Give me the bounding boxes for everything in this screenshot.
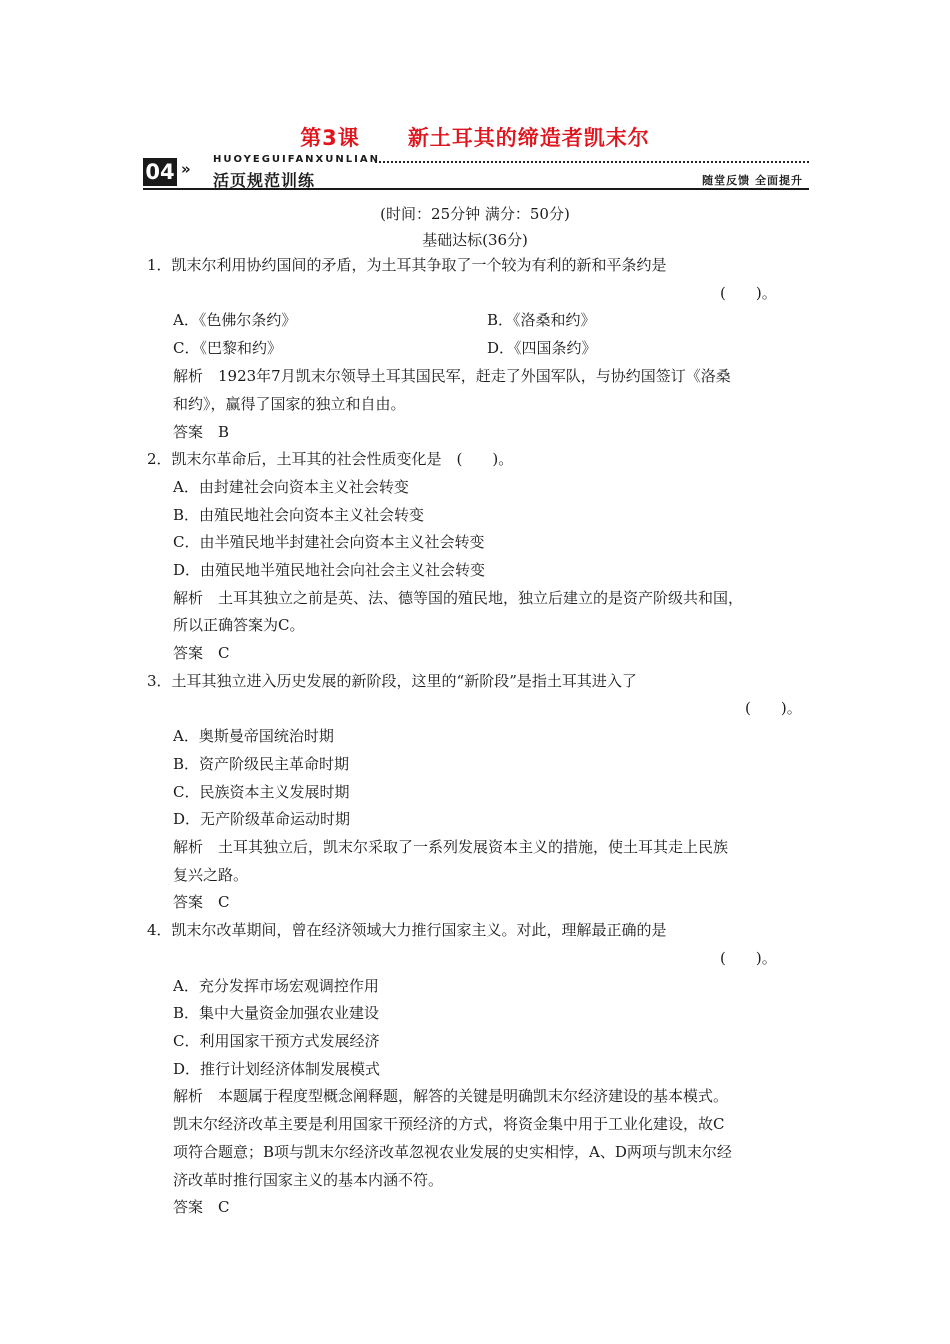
banner-rule bbox=[143, 188, 809, 190]
question-3-option-b: B．资产阶级民主革命时期 bbox=[173, 755, 350, 773]
question-3-option-c: C．民族资本主义发展时期 bbox=[173, 783, 350, 801]
question-4-option-b: B．集中大量资金加强农业建设 bbox=[173, 1004, 380, 1022]
question-2-option-a: A．由封建社会向资本主义社会转变 bbox=[173, 478, 409, 496]
question-1-option-c: C．《巴黎和约》 bbox=[173, 339, 282, 357]
question-2-option-b: B．由殖民地社会向资本主义社会转变 bbox=[173, 506, 425, 524]
question-4-option-d: D．推行计划经济体制发展模式 bbox=[173, 1060, 381, 1078]
question-3-blank: ( )。 bbox=[745, 699, 802, 717]
banner-number: 04 bbox=[143, 158, 177, 186]
question-4-option-a: A．充分发挥市场宏观调控作用 bbox=[173, 977, 379, 995]
section-heading: 基础达标(36分) bbox=[422, 231, 528, 249]
question-2-answer: 答案 C bbox=[173, 644, 230, 662]
page-title bbox=[0, 122, 950, 152]
question-1-analysis-cont: 和约》，赢得了国家的独立和自由。 bbox=[173, 395, 406, 413]
question-4-stem: 4．凯末尔改革期间，曾在经济领域大力推行国家主义。对此，理解最正确的是 bbox=[147, 921, 667, 939]
banner-pinyin: HUOYEGUIFANXUNLIAN bbox=[213, 154, 380, 165]
banner-label: 活页规范训练 bbox=[213, 171, 316, 190]
question-1-stem: 1．凯末尔利用协约国间的矛盾，为土耳其争取了一个较为有利的新和平条约是 bbox=[147, 256, 667, 274]
question-1-answer: 答案 B bbox=[173, 423, 230, 441]
question-4-analysis-cont-3: 济改革时推行国家主义的基本内涵不符。 bbox=[173, 1171, 444, 1189]
question-1-option-a: A．《色佛尔条约》 bbox=[173, 311, 297, 329]
question-2-stem: 2．凯末尔革命后，土耳其的社会性质变化是 ( )。 bbox=[147, 450, 514, 468]
question-4-analysis-cont-2: 项符合题意；B项与凯末尔经济改革忽视农业发展的史实相悖，A、D两项与凯末尔经 bbox=[173, 1143, 732, 1161]
question-1-option-d: D．《四国条约》 bbox=[487, 339, 597, 357]
question-2-analysis: 解析 土耳其独立之前是英、法、德等国的殖民地，独立后建立的是资产阶级共和国， bbox=[173, 589, 744, 607]
question-4-blank: ( )。 bbox=[720, 949, 777, 967]
question-3-stem: 3．土耳其独立进入历史发展的新阶段，这里的“新阶段”是指土耳其进入了 bbox=[147, 672, 637, 690]
banner-dotted-rule bbox=[375, 161, 809, 163]
question-2-analysis-cont: 所以正确答案为C。 bbox=[173, 616, 305, 634]
question-4-answer: 答案 C bbox=[173, 1198, 230, 1216]
lesson-number: 第3课 bbox=[300, 126, 360, 150]
time-limit: (时间：25分钟 满分：50分) bbox=[380, 205, 570, 223]
question-3-answer: 答案 C bbox=[173, 893, 230, 911]
question-4-option-c: C．利用国家干预方式发展经济 bbox=[173, 1032, 380, 1050]
lesson-name: 新土耳其的缔造者凯末尔 bbox=[407, 126, 650, 150]
banner-right-text: 随堂反馈 全面提升 bbox=[702, 174, 803, 187]
question-1-analysis: 解析 1923年7月凯末尔领导土耳其国民军，赶走了外国军队，与协约国签订《洛桑 bbox=[173, 367, 731, 385]
question-4-analysis-cont-1: 凯末尔经济改革主要是利用国家干预经济的方式，将资金集中用于工业化建设，故C bbox=[173, 1115, 725, 1133]
question-2-option-d: D．由殖民地半殖民地社会向社会主义社会转变 bbox=[173, 561, 486, 579]
question-3-analysis: 解析 土耳其独立后，凯末尔采取了一系列发展资本主义的措施，使土耳其走上民族 bbox=[173, 838, 729, 856]
section-banner bbox=[143, 154, 809, 190]
question-1-option-b: B．《洛桑和约》 bbox=[487, 311, 596, 329]
question-3-option-a: A．奥斯曼帝国统治时期 bbox=[173, 727, 334, 745]
chevron-icon: » bbox=[181, 160, 191, 178]
question-2-option-c: C．由半殖民地半封建社会向资本主义社会转变 bbox=[173, 533, 485, 551]
question-4-analysis: 解析 本题属于程度型概念阐释题，解答的关键是明确凯末尔经济建设的基本模式。 bbox=[173, 1087, 729, 1105]
question-1-blank: ( )。 bbox=[720, 284, 777, 302]
question-3-analysis-cont: 复兴之路。 bbox=[173, 866, 249, 884]
question-3-option-d: D．无产阶级革命运动时期 bbox=[173, 810, 351, 828]
